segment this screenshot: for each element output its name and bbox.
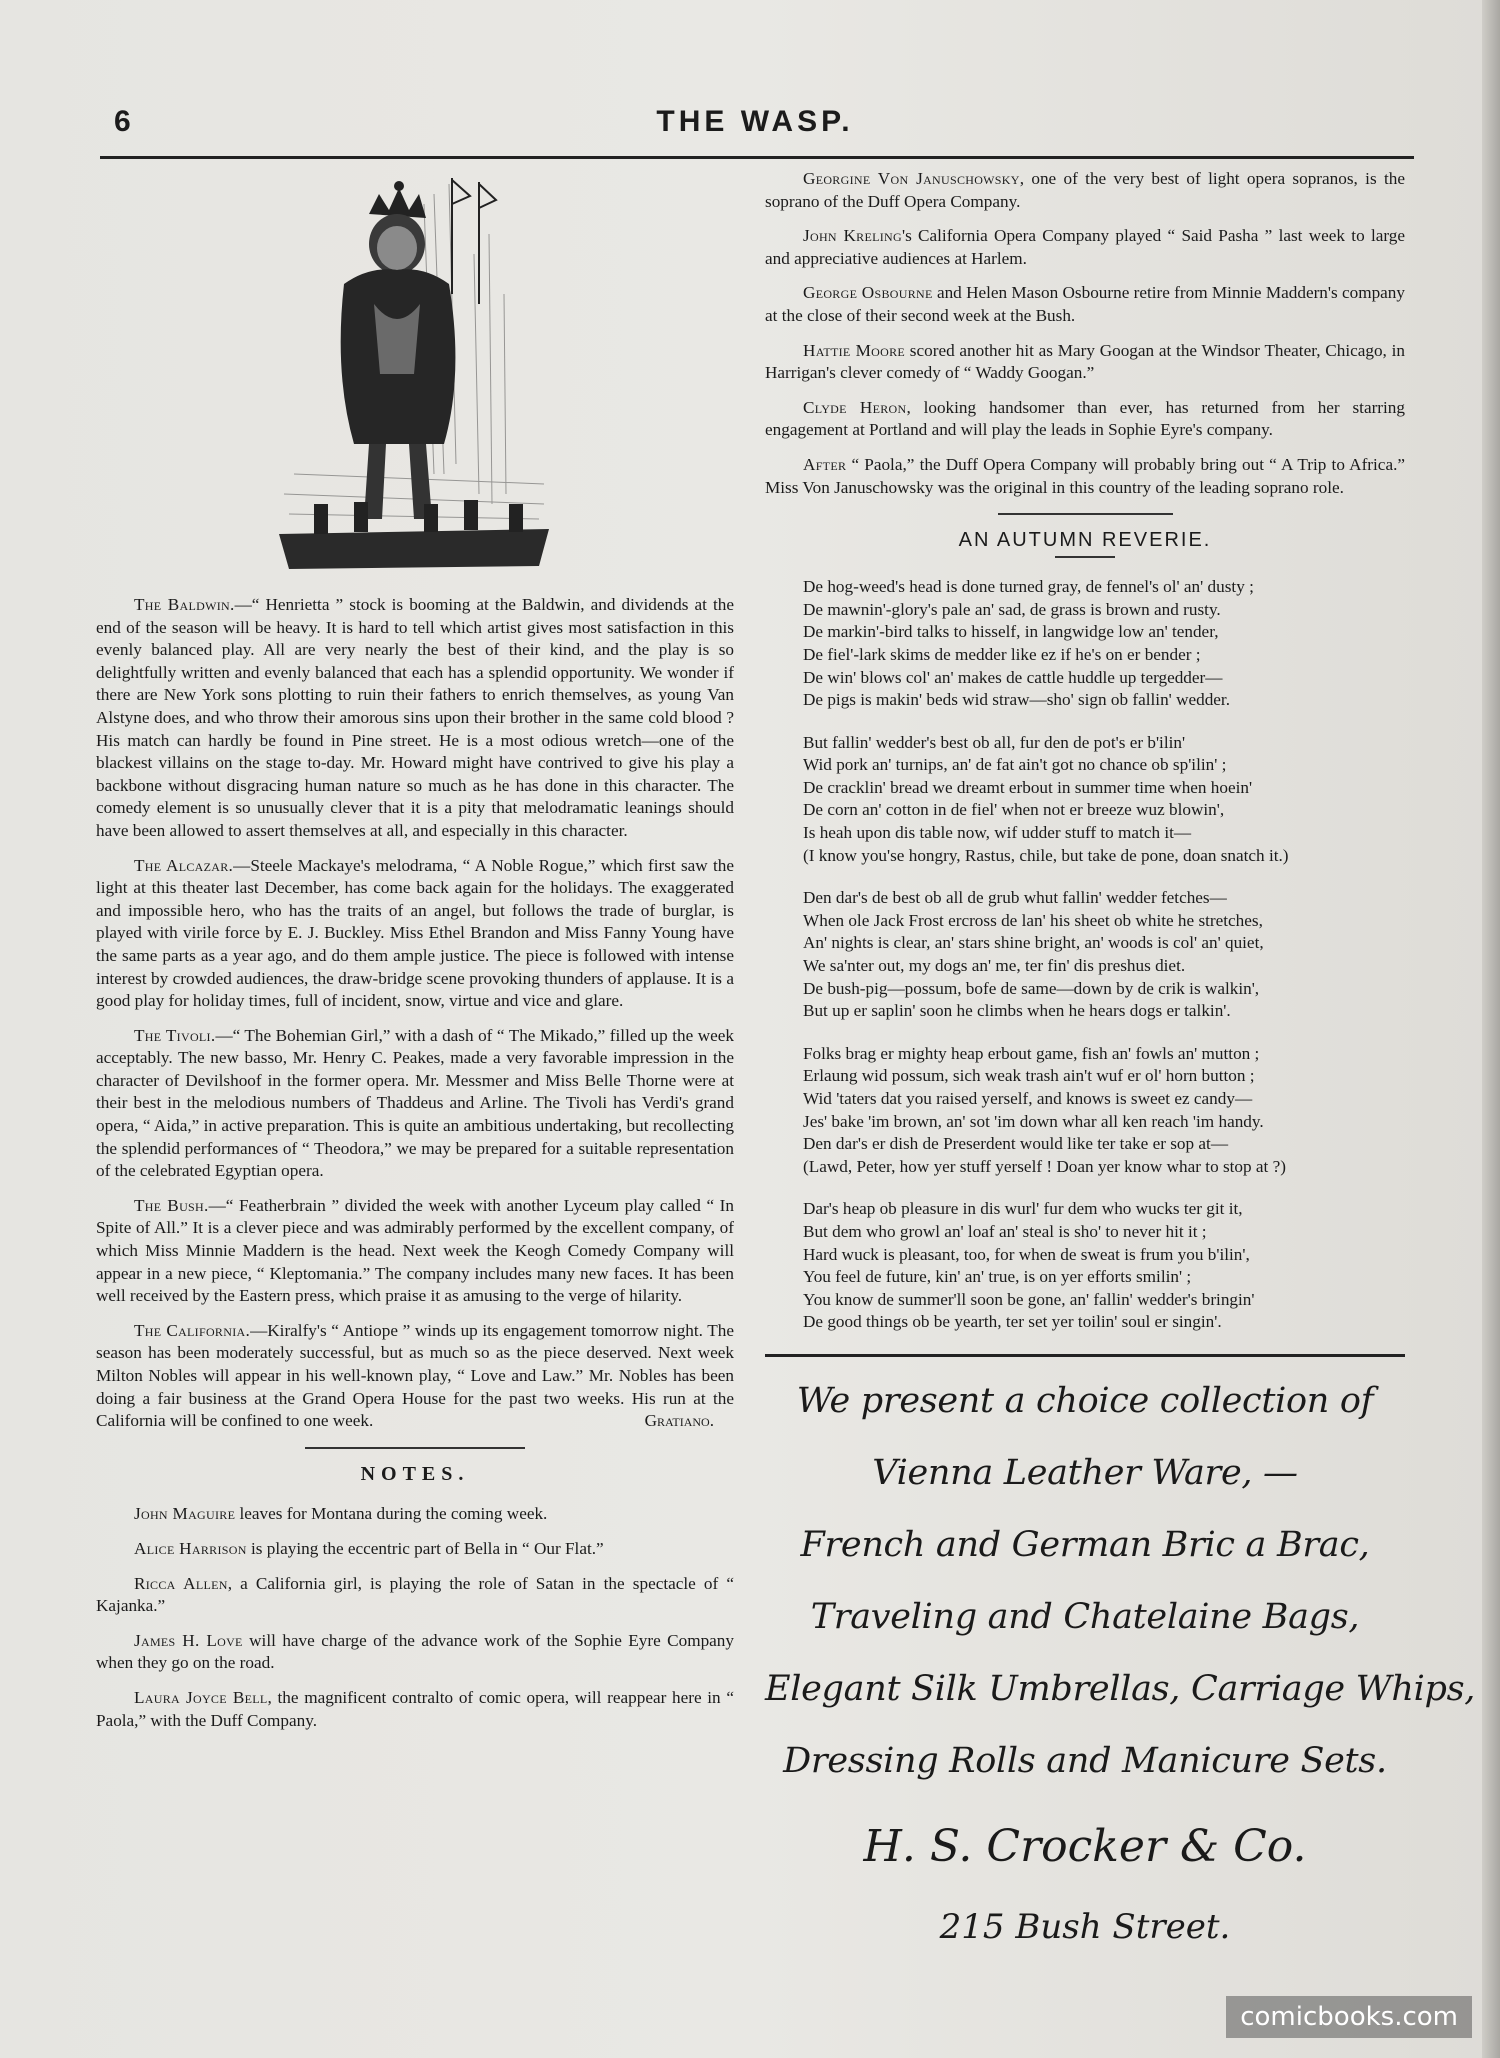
note-item [765,397,1405,442]
note-item [96,1687,734,1732]
ad-line: Elegant Silk Umbrellas, Carriage Whips, [765,1668,1476,1709]
note-text: , one of the very best of light opera sopranos, is the soprano of the Duff Opera Company. [765,169,1405,211]
review-heading: The Alcazar. [134,855,234,875]
poem-stanza [803,1043,1405,1179]
poem-body [765,576,1405,1334]
review-text: —“ Henrietta ” stock is booming at the Baldwin, and dividends at the end of the season will be heavy. It is hard to tell which artist gives most satisfaction in this evenly balanced play. All are very nearly the best of their kind, and the play is so delightfully written and evenly balanced that each has a splendid opportunity. We wonder if there are New York sons plotting to ruin their fathers to enrich themselves, as young Van Alstyne does, and who throw their amorous sins upon their brother in the same cold blood ? His match can hardly be found in Pine street. He is a most odious wretch—one of the blackest villains on the stage to-day. Mr. Howard might have contrived to give his play a backbone without disgracing human nature so much as he has done in this character. The comedy element is so unusually clever that it is a pity that melodramatic leanings should have been allowed to assert themselves at all, and especially in this character. [96,595,734,840]
note-name: Hattie Moore [803,340,906,360]
review-california [96,1320,734,1433]
note-item [96,1573,734,1618]
poem-line: We sa'nter out, my dogs an' me, ter fin' dis preshus diet. [803,956,1186,976]
poem-line: De pigs is makin' beds wid straw—sho' sign ob fallin' wedder. [803,690,1230,710]
note-text: is playing the eccentric part of Bella in “ Our Flat.” [246,1538,604,1558]
right-column [765,168,1476,1947]
poem-line: De corn an' cotton in de fiel' when not er breeze wuz blowin', [803,800,1225,820]
note-name: John Maguire [134,1504,236,1524]
note-item [765,225,1405,270]
poem-line: Jes' bake 'im brown, an' sot 'im down whar all ken reach 'im handy. [803,1111,1264,1131]
note-name: Ricca Allen [134,1573,228,1593]
note-item [96,1503,734,1526]
note-name: After [803,454,847,474]
note-item [96,1538,734,1561]
header-rule [100,156,1414,159]
note-name: James H. Love [134,1630,243,1650]
note-text: leaves for Montana during the coming week. [235,1504,548,1524]
poem-title: AN AUTUMN REVERIE. [958,529,1212,552]
poem-stanza [803,887,1405,1023]
note-name: Laura Joyce Bell [134,1687,268,1707]
masthead-title: THE WASP. [656,105,854,138]
note-text: , the magnificent contralto of comic opera, will reappear here in “ Paola,” with the Duff Company. [96,1687,734,1730]
poem-stanza [803,1198,1405,1334]
review-bush [96,1195,734,1308]
notes-heading: NOTES. [360,1462,470,1485]
poem-line: Wid 'taters dat you raised yerself, and knows is sweet ez candy— [803,1089,1253,1108]
note-text: will have charge of the advance work of the Sophie Eyre Company when they go on the road. [96,1630,734,1673]
poem-line: De win' blows col' an' makes de cattle huddle up tergedder— [803,667,1223,687]
poem-line: Erlaung wid possum, sich weak trash ain't wuf er ol' horn button ; [803,1066,1255,1086]
ad-line: Vienna Leather Ware, — [872,1452,1298,1493]
poem-line: De cracklin' bread we dreamt erbout in summer time when hoein' [803,777,1253,797]
note-name: Clyde Heron [803,397,907,417]
ad-signature: H. S. Crocker & Co. [863,1820,1307,1872]
poem-line: Folks brag er mighty heap erbout game, fish an' fowls an' mutton ; [803,1043,1260,1063]
page-spine-shadow [1482,0,1500,2058]
poem-line: Den dar's de best ob all de grub whut fallin' wedder fetches— [803,888,1227,908]
review-heading: The California. [134,1320,251,1340]
poem-stanza [803,576,1405,712]
review-text: —“ Featherbrain ” divided the week with another Lyceum play called “ In Spite of All.” It is a clever piece and was admirably performed by the excellent company, of which Miss Minnie Maddern is the head. Next week the Keogh Comedy Company will appear in a new piece, “ Kleptomania.” The company includes many new faces. It has been well received by the Eastern press, which praise it as amusing to the verge of hilarity. [96,1195,734,1306]
section-divider [998,513,1173,515]
ad-line: We present a choice collection of [796,1380,1374,1421]
ad-address: 215 Bush Street. [939,1906,1231,1947]
note-item [765,454,1405,499]
poem-line: (Lawd, Peter, how yer stuff yerself ! Doan yer know whar to stop at ?) [803,1156,1286,1176]
poem-line: Hard wuck is pleasant, too, for when de sweat is frum you b'ilin', [803,1244,1250,1264]
author-signature: Gratiano. [644,1411,714,1431]
note-name: George Osbourne [803,283,933,303]
ad-line: Traveling and Chatelaine Bags, [810,1596,1360,1637]
review-baldwin [96,594,734,843]
poem-stanza [803,732,1405,868]
poem-line: Is heah upon dis table now, wif udder stuff to match it— [803,823,1192,843]
note-text: and Helen Mason Osbourne retire from Minnie Maddern's company at the close of their second week at the Bush. [765,283,1405,325]
note-text: 's California Opera Company played “ Said Pasha ” last week to large and appreciative audiences at Harlem. [765,226,1405,268]
section-rule [765,1354,1405,1357]
note-item [765,168,1405,213]
poem-line: You know de summer'll soon be gone, an' fallin' wedder's bringin' [803,1289,1255,1309]
poem-line: You feel de future, kin' an' true, is on yer efforts smilin' ; [803,1267,1192,1287]
review-text: —“ The Bohemian Girl,” with a dash of “ The Mikado,” filled up the week acceptably. The new basso, Mr. Henry C. Peakes, made a very favorable impression in the character of Devilshoof in the former opera. Mr. Messmer and Miss Belle Thorne were at their best in the melodious numbers of Thaddeus and Arline. The Tivoli has Verdi's grand opera, “ Aida,” in active preparation. This is quite an ambitious undertaking, but recollecting the splendid performances of “ Theodora,” we may be prepared for a suitable representation of the celebrated Egyptian opera. [96,1025,734,1181]
note-item [765,282,1405,327]
left-column [96,168,734,1744]
poem-line: De fiel'-lark skims de medder like ez if he's on er bender ; [803,644,1201,664]
note-text: scored another hit as Mary Googan at the Windsor Theater, Chicago, in Harrigan's clever comedy of “ Waddy Googan.” [765,340,1405,383]
poem-line: De markin'-bird talks to hisself, in langwidge low an' tender, [803,622,1219,642]
note-item [96,1630,734,1675]
review-heading: The Baldwin. [134,595,235,614]
poem-line: Den dar's er dish de Preserdent would like ter take er sop at— [803,1134,1229,1154]
cartoon-figure-icon [274,174,556,574]
note-text: , a California girl, is playing the role of Satan in the spectacle of “ Kajanka.” [96,1573,734,1616]
review-text: —Kiralfy's “ Antiope ” winds up its engagement tomorrow night. The season has been moderately successful, but as much so as the piece deserved. Next week Milton Nobles will appear in his well-known play, “ Love and Law.” Mr. Nobles has been doing a fair business at the Grand Opera House for the past two weeks. His run at the California will be confined to one week. [96,1320,735,1431]
ad-line: Dressing Rolls and Manicure Sets. [783,1740,1387,1781]
advertisement [765,1365,1476,1947]
note-text: , looking handsomer than ever, has returned from her starring engagement at Portland and will play the leads in Sophie Eyre's company. [765,397,1405,440]
review-tivoli [96,1025,734,1183]
section-divider [305,1447,525,1449]
poem-line: (I know you'se hongry, Rastus, chile, but take de pone, doan snatch it.) [803,845,1289,865]
review-heading: The Tivoli. [134,1025,216,1045]
page-number: 6 [114,105,131,138]
poem-line: But up er saplin' soon he climbs when he hears dogs er talkin'. [803,1001,1231,1021]
page-header [100,105,1410,147]
poem-line: De hog-weed's head is done turned gray, de fennel's ol' an' dusty ; [803,577,1254,597]
poem-line: Dar's heap ob pleasure in dis wurl' fur dem who wucks ter git it, [803,1199,1243,1219]
poem-line: When ole Jack Frost ercross de lan' his sheet ob white he stretches, [803,910,1263,930]
poem-title-underline [1055,556,1115,558]
note-name: John Kreling [803,226,902,246]
review-text: —Steele Mackaye's melodrama, “ A Noble Rogue,” which first saw the light at this theater last December, has come back again for the holidays. The exaggerated and impossible hero, who has the traits of an angel, but follows the trade of burglar, is played with virile force by E. J. Buckley. Miss Ethel Brandon and Miss Fanny Young have the same parts as a year ago, and do them ample justice. The piece is followed with intense interest by crowded audiences, the draw-bridge scene provoking thunders of applause. It is a good play for holiday times, full of incident, snow, virtue and vice and glare. [96,855,734,1011]
poem-line: But fallin' wedder's best ob all, fur den de pot's er b'ilin' [803,732,1186,752]
poem-line: De bush-pig—possum, bofe de same—down by de crik is walkin', [803,978,1260,998]
poem-line: An' nights is clear, an' stars shine bright, an' woods is col' an' quiet, [803,933,1264,953]
poem-line: Wid pork an' turnips, an' de fat ain't got no chance ob sp'ilin' ; [803,755,1227,775]
note-text: “ Paola,” the Duff Opera Company will probably bring out “ A Trip to Africa.” Miss Von Januschowsky was the original in this country of the leading soprano role. [765,454,1405,497]
review-heading: The Bush. [134,1195,209,1215]
review-alcazar [96,855,734,1013]
watermark: comicbooks.com [1226,1996,1472,2038]
note-name: Alice Harrison [134,1538,247,1558]
ad-line: French and German Bric a Brac, [800,1524,1370,1565]
note-name: Georgine Von Januschowsky [803,169,1020,188]
note-item [765,340,1405,385]
poem-line: But dem who growl an' loaf an' steal is sho' to never hit it ; [803,1221,1207,1241]
poem-line: De good things ob be yearth, ter set yer toilin' soul er singin'. [803,1312,1222,1332]
poem-line: De mawnin'-glory's pale an' sad, de grass is brown and rusty. [803,599,1221,619]
